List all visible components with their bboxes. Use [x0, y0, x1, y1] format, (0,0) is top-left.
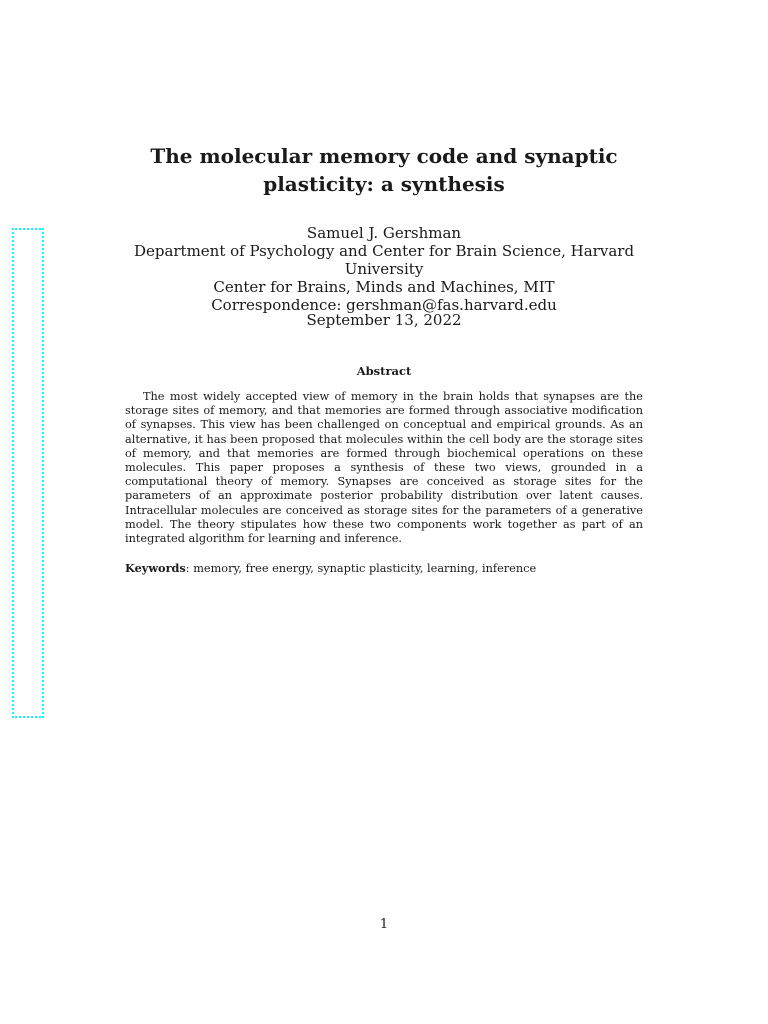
author-block: [100, 224, 668, 314]
correspondence-email[interactable]: Correspondence: gershman@fas.harvard.edu: [211, 296, 557, 314]
keywords-label: Keywords: [125, 561, 186, 575]
paper-title: The molecular memory code and synaptic plasticity: a synthesis: [150, 144, 618, 196]
paper-date: September 13, 2022: [306, 311, 462, 329]
keywords-list: : memory, free energy, synaptic plasticity, learning, inference: [185, 562, 537, 575]
affiliation-2: Center for Brains, Minds and Machines, MIT: [213, 278, 555, 296]
affiliation-1: Department of Psychology and Center for Brain Science, Harvard University: [133, 242, 635, 278]
page-number: 1: [379, 917, 389, 932]
arxiv-id-link-box[interactable]: [12, 228, 44, 718]
author-name: Samuel J. Gershman: [306, 224, 462, 242]
abstract-body: The most widely accepted view of memory in the brain holds that synapses are the storage sites of memory, and that memories are formed through associative modification of synapses. This view has been challenged on conceptual and empirical grounds. As an alternative, it has been proposed that molecules within the cell body are the storage sites of memory, and that memories are formed through biochemical operations on these molecules. This paper proposes a synthesis of these two views, grounded in a computational theory of memory. Synapses are conceived as storage sites for the parameters of an approximate posterior probability distribution over latent causes. Intracellular molecules are conceived as storage sites for the parameters of a generative model. The theory stipulates how these two components work together as part of an integrated algorithm for learning and inference.: [125, 390, 643, 546]
abstract-heading: Abstract: [356, 364, 412, 378]
keywords-line: [125, 561, 643, 576]
